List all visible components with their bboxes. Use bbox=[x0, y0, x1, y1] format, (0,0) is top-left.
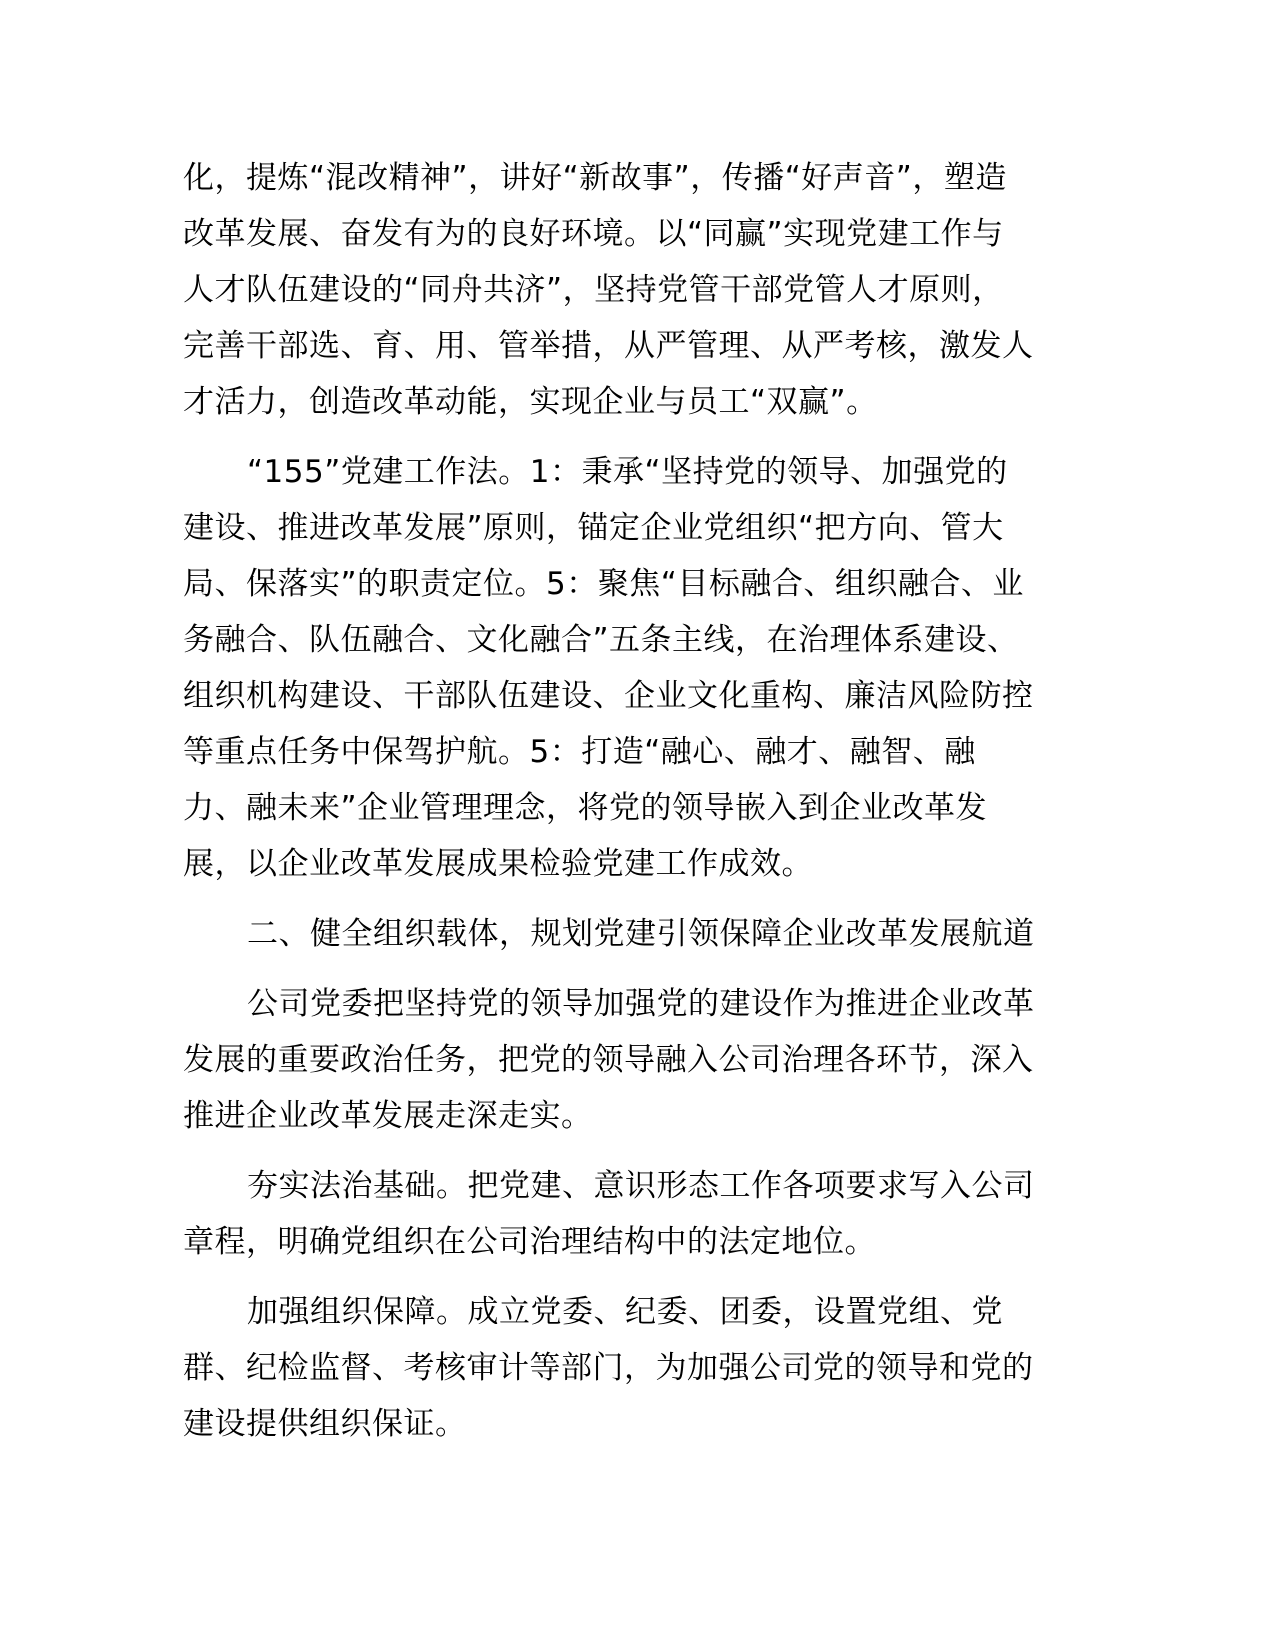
text-line: 局、保落实”的职责定位。5：聚焦“目标融合、组织融合、业 bbox=[183, 566, 1024, 602]
text-line: 推进企业改革发展走深走实。 bbox=[183, 1098, 593, 1134]
section-heading bbox=[183, 906, 1083, 962]
text-line: 完善干部选、育、用、管举措，从严管理、从严考核，激发人 bbox=[183, 328, 1034, 364]
text-line: 才活力，创造改革动能，实现企业与员工“双赢”。 bbox=[183, 384, 878, 420]
text-line: 人才队伍建设的“同舟共济”，坚持党管干部党管人才原则， bbox=[183, 272, 1004, 308]
text-line: 展，以企业改革发展成果检验党建工作成效。 bbox=[183, 846, 813, 882]
paragraph-5 bbox=[183, 1158, 1083, 1270]
document-body bbox=[183, 150, 1083, 1466]
text-line: 力、融未来”企业管理理念，将党的领导嵌入到企业改革发 bbox=[183, 790, 988, 826]
text-line: 夯实法治基础。把党建、意识形态工作各项要求写入公司 bbox=[247, 1168, 1035, 1204]
text-line: 组织机构建设、干部队伍建设、企业文化重构、廉洁风险防控 bbox=[183, 678, 1034, 714]
heading-line: 二、健全组织载体，规划党建引领保障企业改革发展航道 bbox=[247, 916, 1035, 952]
paragraph-1 bbox=[183, 150, 1083, 430]
text-line: 化，提炼“混改精神”，讲好“新故事”，传播“好声音”，塑造 bbox=[183, 160, 1007, 196]
text-line: 建设、推进改革发展”原则，锚定企业党组织“把方向、管大 bbox=[183, 510, 1004, 546]
text-line: 发展的重要政治任务，把党的领导融入公司治理各环节，深入 bbox=[183, 1042, 1034, 1078]
text-line: 群、纪检监督、考核审计等部门，为加强公司党的领导和党的 bbox=[183, 1350, 1034, 1386]
text-line: 加强组织保障。成立党委、纪委、团委，设置党组、党 bbox=[247, 1294, 1003, 1330]
paragraph-6 bbox=[183, 1284, 1083, 1452]
text-line: 章程，明确党组织在公司治理结构中的法定地位。 bbox=[183, 1224, 876, 1260]
paragraph-2 bbox=[183, 444, 1083, 892]
text-line: 改革发展、奋发有为的良好环境。以“同赢”实现党建工作与 bbox=[183, 216, 1004, 252]
text-line: 等重点任务中保驾护航。5：打造“融心、融才、融智、融 bbox=[183, 734, 976, 770]
text-line: 建设提供组织保证。 bbox=[183, 1406, 467, 1442]
text-line: 公司党委把坚持党的领导加强党的建设作为推进企业改革 bbox=[247, 986, 1035, 1022]
paragraph-4 bbox=[183, 976, 1083, 1144]
text-line: 务融合、队伍融合、文化融合”五条主线，在治理体系建设、 bbox=[183, 622, 1019, 658]
text-line: “155”党建工作法。1：秉承“坚持党的领导、加强党的 bbox=[247, 454, 1008, 490]
